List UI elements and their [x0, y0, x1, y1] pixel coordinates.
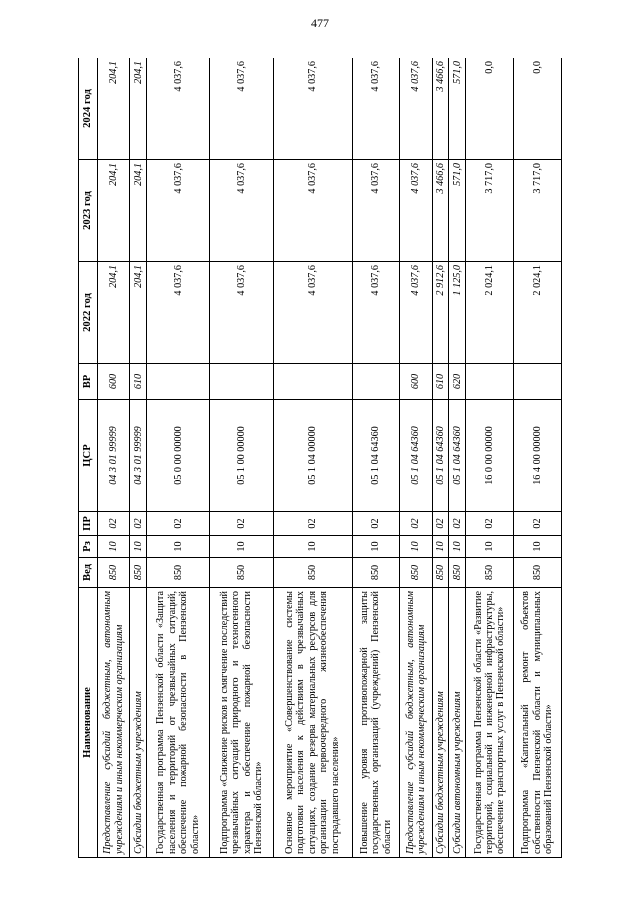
cell-csr: 05 1 04 64360: [352, 400, 400, 512]
cell-name: Предоставление субсидий бюджетным, автономным учреждениям и иным некоммерческим организациям: [400, 588, 432, 858]
cell-y2024: 4 037,6: [400, 58, 432, 160]
table-row: [400, 58, 432, 858]
cell-ved: 850: [210, 558, 273, 588]
cell-y2023: 4 037,6: [352, 160, 400, 262]
cell-name: Подпрограмма «Снижение рисков и смягчение последствий чрезвычайных ситуаций природного и техногенного характера и обеспечение пожарной безопасности Пензенской области»: [210, 588, 273, 858]
cell-ved: 850: [514, 558, 562, 588]
cell-y2022: 204,1: [130, 262, 147, 364]
table-row: [147, 58, 210, 858]
cell-vr: [273, 364, 352, 400]
cell-name: Государственная программа Пензенской области «Развитие территорий, социальной и инженерной инфраструктуры, обеспечение транспортных услуг в Пензенской области»: [466, 588, 514, 858]
cell-y2022: 4 037,6: [400, 262, 432, 364]
cell-y2022: 1 125,0: [449, 262, 466, 364]
cell-y2024: 204,1: [98, 58, 130, 160]
cell-csr: 04 3 01 99999: [98, 400, 130, 512]
cell-y2024: 4 037,6: [147, 58, 210, 160]
cell-y2022: 4 037,6: [273, 262, 352, 364]
budget-table-container: [78, 58, 562, 858]
cell-ved: 850: [449, 558, 466, 588]
cell-pr: 02: [449, 512, 466, 536]
cell-rz: 10: [400, 536, 432, 558]
cell-pr: 02: [147, 512, 210, 536]
cell-ved: 850: [352, 558, 400, 588]
cell-name: Предоставление субсидий бюджетным, автономным учреждениям и иным некоммерческим организациям: [98, 588, 130, 858]
cell-rz: 10: [514, 536, 562, 558]
cell-pr: 02: [98, 512, 130, 536]
cell-y2022: 4 037,6: [147, 262, 210, 364]
cell-y2024: 4 037,6: [210, 58, 273, 160]
cell-name: Субсидии бюджетным учреждениям: [130, 588, 147, 858]
cell-y2022: 4 037,6: [210, 262, 273, 364]
table-row: [130, 58, 147, 858]
cell-rz: 10: [432, 536, 449, 558]
cell-y2022: 2 024,1: [466, 262, 514, 364]
cell-y2024: 204,1: [130, 58, 147, 160]
cell-rz: 10: [273, 536, 352, 558]
table-row: [449, 58, 466, 858]
header-pr: ПР: [79, 512, 98, 536]
cell-name: Подпрограмма «Капитальный ремонт объектов собственности Пензенской области и муниципальных образований Пензенской области»: [514, 588, 562, 858]
cell-name: Повышение уровня противопожарной защиты государственных организаций (учреждений) Пензенской области: [352, 588, 400, 858]
cell-csr: 16 0 00 00000: [466, 400, 514, 512]
cell-pr: 02: [514, 512, 562, 536]
cell-y2024: 4 037,6: [273, 58, 352, 160]
cell-y2023: 4 037,6: [147, 160, 210, 262]
cell-vr: [147, 364, 210, 400]
cell-ved: 850: [466, 558, 514, 588]
cell-y2022: 2 024,1: [514, 262, 562, 364]
cell-vr: [466, 364, 514, 400]
cell-y2023: 4 037,6: [210, 160, 273, 262]
cell-rz: 10: [98, 536, 130, 558]
cell-pr: 02: [130, 512, 147, 536]
cell-csr: 05 1 04 64360: [449, 400, 466, 512]
table-row: [273, 58, 352, 858]
cell-pr: 02: [432, 512, 449, 536]
rotated-table: [78, 58, 562, 858]
cell-vr: 610: [432, 364, 449, 400]
cell-y2024: 3 466,6: [432, 58, 449, 160]
cell-ved: 850: [98, 558, 130, 588]
cell-csr: 04 3 01 99999: [130, 400, 147, 512]
header-name: Наименование: [79, 588, 98, 858]
cell-rz: 10: [210, 536, 273, 558]
cell-y2023: 571,0: [449, 160, 466, 262]
cell-csr: 05 1 04 64360: [432, 400, 449, 512]
cell-y2023: 4 037,6: [400, 160, 432, 262]
header-ved: Вед: [79, 558, 98, 588]
cell-y2022: 4 037,6: [352, 262, 400, 364]
cell-vr: 600: [400, 364, 432, 400]
cell-csr: 16 4 00 00000: [514, 400, 562, 512]
cell-y2023: 204,1: [98, 160, 130, 262]
cell-name: Основное мероприятие «Совершенствование системы подготовки населения к действиям в чрезвычайных ситуациях, создание резерва материальных ресурсов для организации первоочередного жизнеобеспечения пострадавшего населения»: [273, 588, 352, 858]
cell-pr: 02: [400, 512, 432, 536]
table-row: [466, 58, 514, 858]
table-row: [210, 58, 273, 858]
cell-csr: 05 0 00 00000: [147, 400, 210, 512]
header-2023: 2023 год: [79, 160, 98, 262]
cell-csr: 05 1 04 64360: [400, 400, 432, 512]
header-vr: ВР: [79, 364, 98, 400]
cell-ved: 850: [432, 558, 449, 588]
cell-csr: 05 1 04 00000: [273, 400, 352, 512]
cell-y2024: 0,0: [466, 58, 514, 160]
table-row: [432, 58, 449, 858]
cell-vr: [210, 364, 273, 400]
cell-rz: 10: [466, 536, 514, 558]
header-csr: ЦСР: [79, 400, 98, 512]
cell-vr: 600: [98, 364, 130, 400]
cell-rz: 10: [449, 536, 466, 558]
cell-y2023: 3 717,0: [466, 160, 514, 262]
cell-pr: 02: [210, 512, 273, 536]
cell-y2023: 204,1: [130, 160, 147, 262]
cell-rz: 10: [352, 536, 400, 558]
cell-ved: 850: [147, 558, 210, 588]
cell-csr: 05 1 00 00000: [210, 400, 273, 512]
cell-y2023: 4 037,6: [273, 160, 352, 262]
table-row: [514, 58, 562, 858]
table-row: [98, 58, 130, 858]
cell-y2024: 0,0: [514, 58, 562, 160]
cell-name: Субсидии автономным учреждениям: [449, 588, 466, 858]
table-row: [352, 58, 400, 858]
cell-y2024: 4 037,6: [352, 58, 400, 160]
cell-pr: 02: [273, 512, 352, 536]
header-2022: 2022 год: [79, 262, 98, 364]
cell-pr: 02: [466, 512, 514, 536]
cell-rz: 10: [147, 536, 210, 558]
cell-y2022: 204,1: [98, 262, 130, 364]
cell-y2022: 2 912,6: [432, 262, 449, 364]
header-rz: Рз: [79, 536, 98, 558]
cell-y2023: 3 466,6: [432, 160, 449, 262]
header-2024: 2024 год: [79, 58, 98, 160]
page-number: 477: [311, 16, 329, 30]
cell-name: Государственная программа Пензенской области «Защита населения и территорий от чрезвычайных ситуаций, обеспечение пожарной безопасности в Пензенской области»: [147, 588, 210, 858]
cell-ved: 850: [273, 558, 352, 588]
cell-y2023: 3 717,0: [514, 160, 562, 262]
cell-vr: 620: [449, 364, 466, 400]
cell-vr: 610: [130, 364, 147, 400]
cell-ved: 850: [400, 558, 432, 588]
cell-rz: 10: [130, 536, 147, 558]
cell-y2024: 571,0: [449, 58, 466, 160]
cell-vr: [514, 364, 562, 400]
cell-name: Субсидии бюджетным учреждениям: [432, 588, 449, 858]
table-header-row: [79, 58, 98, 858]
cell-ved: 850: [130, 558, 147, 588]
cell-pr: 02: [352, 512, 400, 536]
cell-vr: [352, 364, 400, 400]
budget-table: [78, 58, 562, 858]
